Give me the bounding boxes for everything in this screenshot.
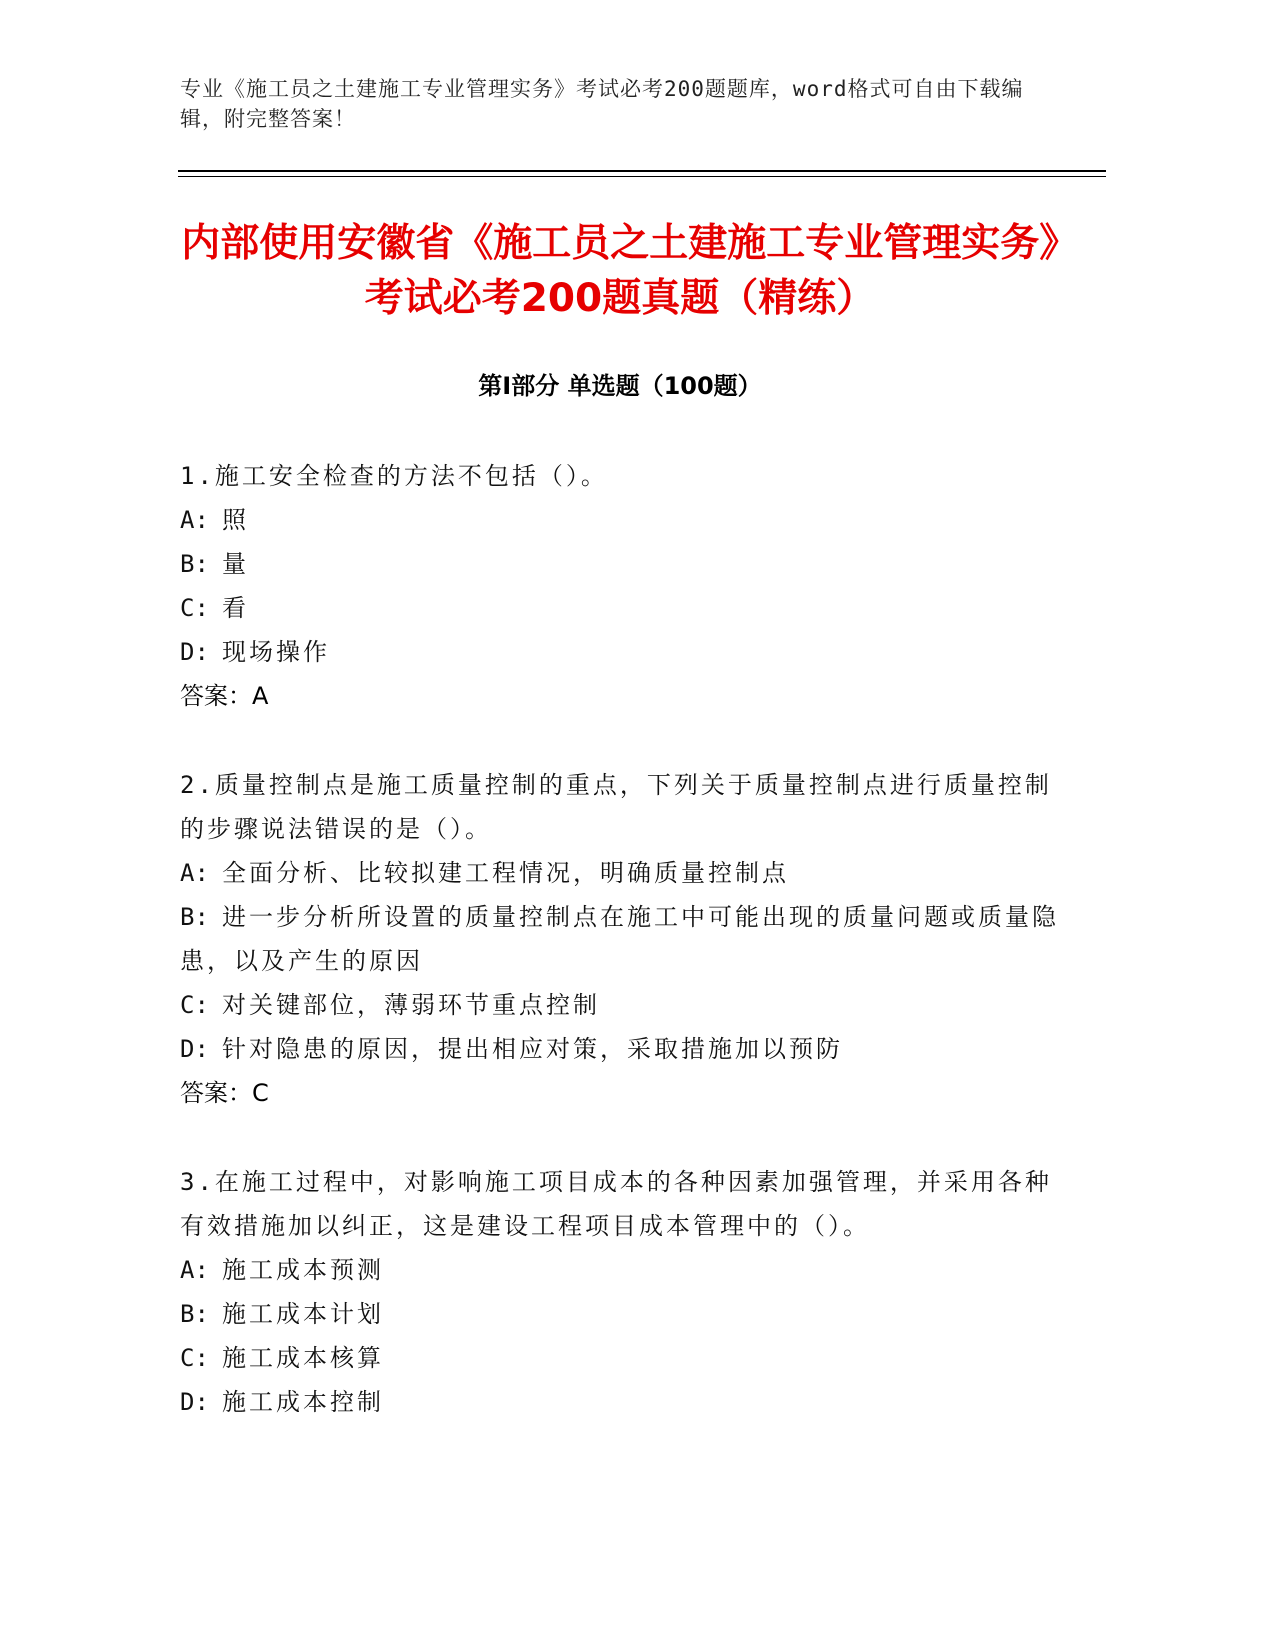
option-text: 对关键部位，薄弱环节重点控制 (222, 991, 600, 1019)
answer: 答案：C (180, 1079, 269, 1107)
option-text: 施工成本预测 (222, 1256, 384, 1284)
option-b (180, 542, 1060, 586)
option-text: 看 (222, 594, 249, 622)
option-text: 照 (222, 506, 249, 534)
option-a (180, 498, 1060, 542)
option-letter: C: (180, 594, 209, 622)
option-letter: D: (180, 1035, 209, 1063)
option-letter: C: (180, 1344, 209, 1372)
option-text: 施工成本计划 (222, 1300, 384, 1328)
option-text: 进一步分析所设置的质量控制点在施工中可能出现的质量问题或质量隐患，以及产生的原因 (180, 903, 1059, 975)
header-note: 专业《施工员之土建施工专业管理实务》考试必考200题题库，word格式可自由下载编辑，附完整答案！ (180, 77, 1024, 131)
option-letter: B: (180, 903, 209, 931)
document-title: 内部使用安徽省《施工员之土建施工专业管理实务》考试必考200题真题（精练） (181, 221, 1059, 321)
question-stem: 2.质量控制点是施工质量控制的重点，下列关于质量控制点进行质量控制的步骤说法错误的是（）。 (180, 771, 1052, 843)
option-d (180, 1380, 1060, 1424)
option-c (180, 983, 1060, 1027)
header-rule-thin (178, 176, 1106, 177)
option-letter: A: (180, 859, 209, 887)
option-letter: A: (180, 1256, 209, 1284)
option-b (180, 1292, 1060, 1336)
answer: 答案：A (180, 682, 269, 710)
header-rule-thick (178, 170, 1106, 172)
option-letter: D: (180, 638, 209, 666)
option-b (180, 895, 1060, 983)
section-title: 第Ⅰ部分 单选题（100题） (478, 372, 762, 400)
option-text: 施工成本核算 (222, 1344, 384, 1372)
option-text: 针对隐患的原因，提出相应对策，采取措施加以预防 (222, 1035, 843, 1063)
question-3 (180, 1160, 1060, 1424)
option-text: 施工成本控制 (222, 1388, 384, 1416)
option-a (180, 1248, 1060, 1292)
option-text: 量 (222, 550, 249, 578)
option-letter: A: (180, 506, 209, 534)
option-c (180, 586, 1060, 630)
option-d (180, 630, 1060, 674)
option-letter: B: (180, 550, 209, 578)
option-letter: B: (180, 1300, 209, 1328)
option-a (180, 851, 1060, 895)
question-stem: 3.在施工过程中，对影响施工项目成本的各种因素加强管理，并采用各种有效措施加以纠正，这是建设工程项目成本管理中的（）。 (180, 1168, 1052, 1240)
option-text: 现场操作 (222, 638, 330, 666)
option-letter: C: (180, 991, 209, 1019)
option-text: 全面分析、比较拟建工程情况，明确质量控制点 (222, 859, 789, 887)
question-stem: 1.施工安全检查的方法不包括（）。 (180, 462, 608, 490)
option-d (180, 1027, 1060, 1071)
question-list (180, 454, 1060, 1469)
option-letter: D: (180, 1388, 209, 1416)
question-1 (180, 454, 1060, 718)
option-c (180, 1336, 1060, 1380)
question-2 (180, 763, 1060, 1115)
